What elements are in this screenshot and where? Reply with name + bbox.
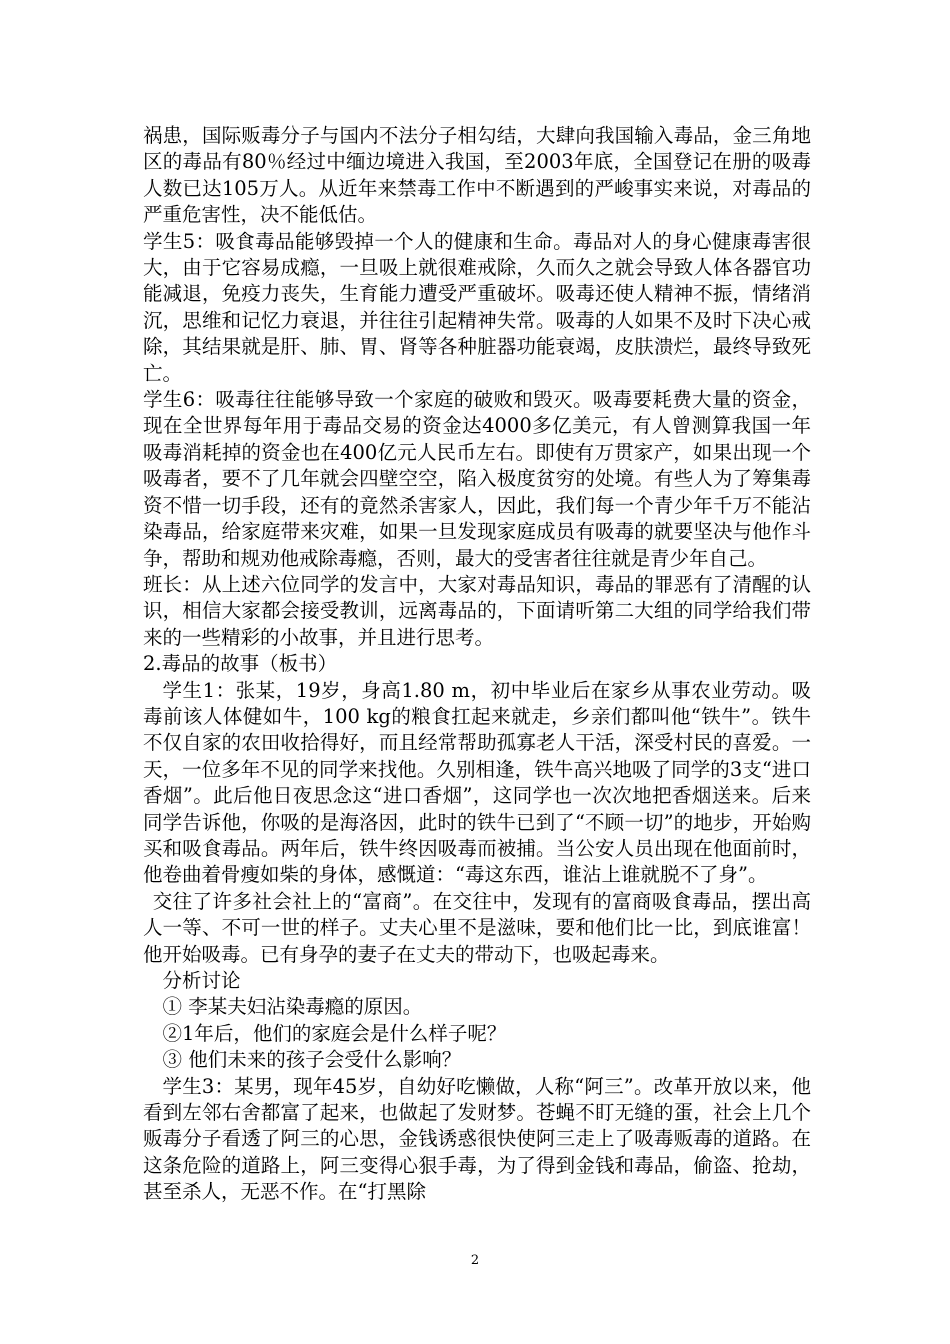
- body-text: [143, 123, 811, 1206]
- paragraph-student-5: 学生5：吸食毒品能够毁掉一个人的健康和生命。毒品对人的身心健康毒害很大，由于它容易成瘾，一旦吸上就很难戒除，久而久之就会导致人体各器官功能减退，免疫力丧失，生育能力遭受严重破坏。吸毒还使人精神不振，情绪消沉，思维和记忆力衰退，并往往引起精神失常。吸毒的人如果不及时下决心戒除，其结果就是肝、肺、胃、肾等各种脏器功能衰竭，皮肤溃烂，最终导致死亡。: [143, 229, 811, 385]
- discussion-heading: 分析讨论: [162, 969, 241, 992]
- discussion-item-3: ③ 他们未来的孩子会受什么影响？: [162, 1048, 462, 1072]
- section-heading-drug-stories: 2.毒品的故事（板书）: [143, 652, 338, 676]
- paragraph-student-6: 学生6：吸毒往往能够导致一个家庭的破败和毁灭。吸毒要耗费大量的资金，现在全世界每年用于毒品交易的资金达4000多亿美元，有人曾测算我国一年吸毒消耗掉的资金也在400亿元人民币左右。即使有万贯家产，如果出现一个吸毒者，要不了几年就会四壁空空，陷入极度贫穷的处境。有些人为了筹集毒资不惜一切手段，还有的竟然杀害家人，因此，我们每一个青少年千万不能沾染毒品，给家庭带来灾难，如果一旦发现家庭成员有吸毒的就要坚决与他作斗争，帮助和规劝他戒除毒瘾，否则，最大的受害者往往就是青少年自己。: [143, 388, 811, 570]
- paragraph-student-1: 学生1：张某，19岁，身高1.80 m，初中毕业后在家乡从事农业劳动。吸毒前该人体健如牛，100 kg的粮食扛起来就走，乡亲们都叫他“铁牛”。铁牛不仅自家的农田收拾得好，而且经常帮助孤寡老人干活，深受村民的喜爱。一天，一位多年不见的同学来找他。久别相逢，铁牛高兴地吸了同学的3支“进口香烟”。此后他日夜思念这“进口香烟”，这同学也一次次地把香烟送来。后来同学告诉他，你吸的是海洛因，此时的铁牛已到了“不顾一切”的地步，开始购买和吸食毒品。两年后，铁牛终因吸毒而被捕。当公安人员出现在他面前时，他卷曲着骨瘦如柴的身体，感慨道：“毒这东西，谁沾上谁就脱不了身”。: [143, 678, 811, 887]
- paragraph-monitor: 班长：从上述六位同学的发言中，大家对毒品知识，毒品的罪恶有了清醒的认识，相信大家都会接受教训，远离毒品的，下面请听第二大组的同学给我们带来的一些精彩的小故事，并且进行思考。: [143, 572, 811, 649]
- paragraph-student-3: 学生3：某男，现年45岁，自幼好吃懒做，人称“阿三”。改革开放以来，他看到左邻右舍都富了起来，也做起了发财梦。苍蝇不盯无缝的蛋，社会上几个贩毒分子看透了阿三的心思，金钱诱惑很快使阿三走上了吸毒贩毒的道路。在这条危险的道路上，阿三变得心狠手毒，为了得到金钱和毒品，偷盗、抢劫，甚至杀人，无恶不作。在“打黑除: [143, 1074, 811, 1204]
- paragraph-rich-merchants: 交往了许多社会社上的“富商”。在交往中，发现有的富商吸食毒品，摆出高人一等、不可一世的样子。丈夫心里不是滋味，要和他们比一比，到底谁富！他开始吸毒。已有身孕的妻子在丈夫的带动下，也吸起毒来。: [143, 889, 811, 966]
- page-number: 2: [470, 1253, 480, 1268]
- discussion-item-2: ②1年后，他们的家庭会是什么样子呢？: [162, 1021, 507, 1045]
- discussion-item-1: ① 李某夫妇沾染毒瘾的原因。: [162, 995, 423, 1019]
- paragraph-drug-harm-intro: 祸患，国际贩毒分子与国内不法分子相勾结，大肆向我国输入毒品，金三角地区的毒品有80％经过中缅边境进入我国，至2003年底，全国登记在册的吸毒人数已达105万人。从近年来禁毒工作中不断遇到的严峻事实来说，对毒品的严重危害性，决不能低估。: [143, 124, 811, 227]
